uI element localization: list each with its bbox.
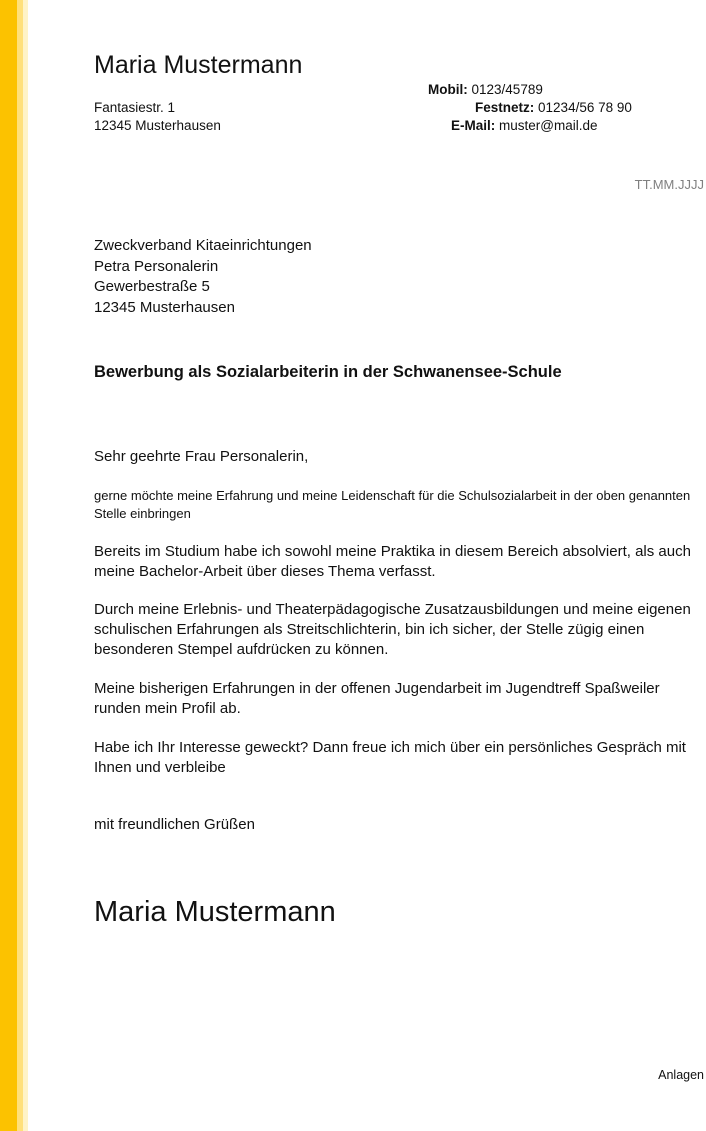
recipient-line: Zweckverband Kitaeinrichtungen xyxy=(94,237,312,254)
paragraph: Habe ich Ihr Interesse geweckt? Dann freue ich mich über ein persönliches Gespräch mit Ihnen und verbleibe xyxy=(94,739,686,776)
attachments-label: Anlagen xyxy=(658,1068,704,1082)
paragraph: Bereits im Studium habe ich sowohl meine Praktika in diesem Bereich absolviert, als auch meine Bachelor-Arbeit über dieses Thema verfasst. xyxy=(94,543,691,580)
paragraph: gerne möchte meine Erfahrung und meine Leidenschaft für die Schulsozialarbeit in der oben genannten Stelle einbringen xyxy=(94,488,691,521)
closing: mit freundlichen Grüßen xyxy=(94,816,255,833)
accent-stripe-pale xyxy=(23,0,28,1131)
salutation: Sehr geehrte Frau Personalerin, xyxy=(94,448,309,465)
contact-mobile xyxy=(428,81,543,99)
recipient-line: 12345 Musterhausen xyxy=(94,299,235,317)
contact-email-label: E-Mail: xyxy=(451,118,496,133)
contact-landline-label: Festnetz: xyxy=(475,100,535,115)
sender-city: 12345 Musterhausen xyxy=(94,118,221,133)
sender-name: Maria Mustermann xyxy=(94,51,303,79)
contact-email xyxy=(451,117,598,135)
recipient-line: Gewerbestraße 5 xyxy=(94,278,210,296)
contact-mobile-value: 0123/45789 xyxy=(471,82,543,97)
signature-name: Maria Mustermann xyxy=(94,896,336,928)
contact-mobile-label: Mobil: xyxy=(428,82,468,97)
paragraph: Meine bisherigen Erfahrungen in der offenen Jugendarbeit im Jugendtreff Spaßweiler runden mein Profil ab. xyxy=(94,680,660,717)
accent-stripe xyxy=(0,0,17,1131)
paragraph: Durch meine Erlebnis- und Theaterpädagogische Zusatzausbildungen und meine eigenen schulischen Erfahrungen als Streitschlichterin, bin ich sicher, der Stelle zügig einen besonderen Stempel aufdrücken zu können. xyxy=(94,601,691,658)
recipient-line: Petra Personalerin xyxy=(94,257,219,275)
recipient-address xyxy=(94,236,312,319)
letter-date: TT.MM.JJJJ xyxy=(634,177,704,192)
contact-email-value: muster@mail.de xyxy=(499,118,598,133)
sender-street: Fantasiestr. 1 xyxy=(94,100,176,115)
contact-landline-value: 01234/56 78 90 xyxy=(538,100,632,115)
letter-subject: Bewerbung als Sozialarbeiterin in der Schwanensee-Schule xyxy=(94,363,562,381)
contact-landline xyxy=(475,99,632,117)
